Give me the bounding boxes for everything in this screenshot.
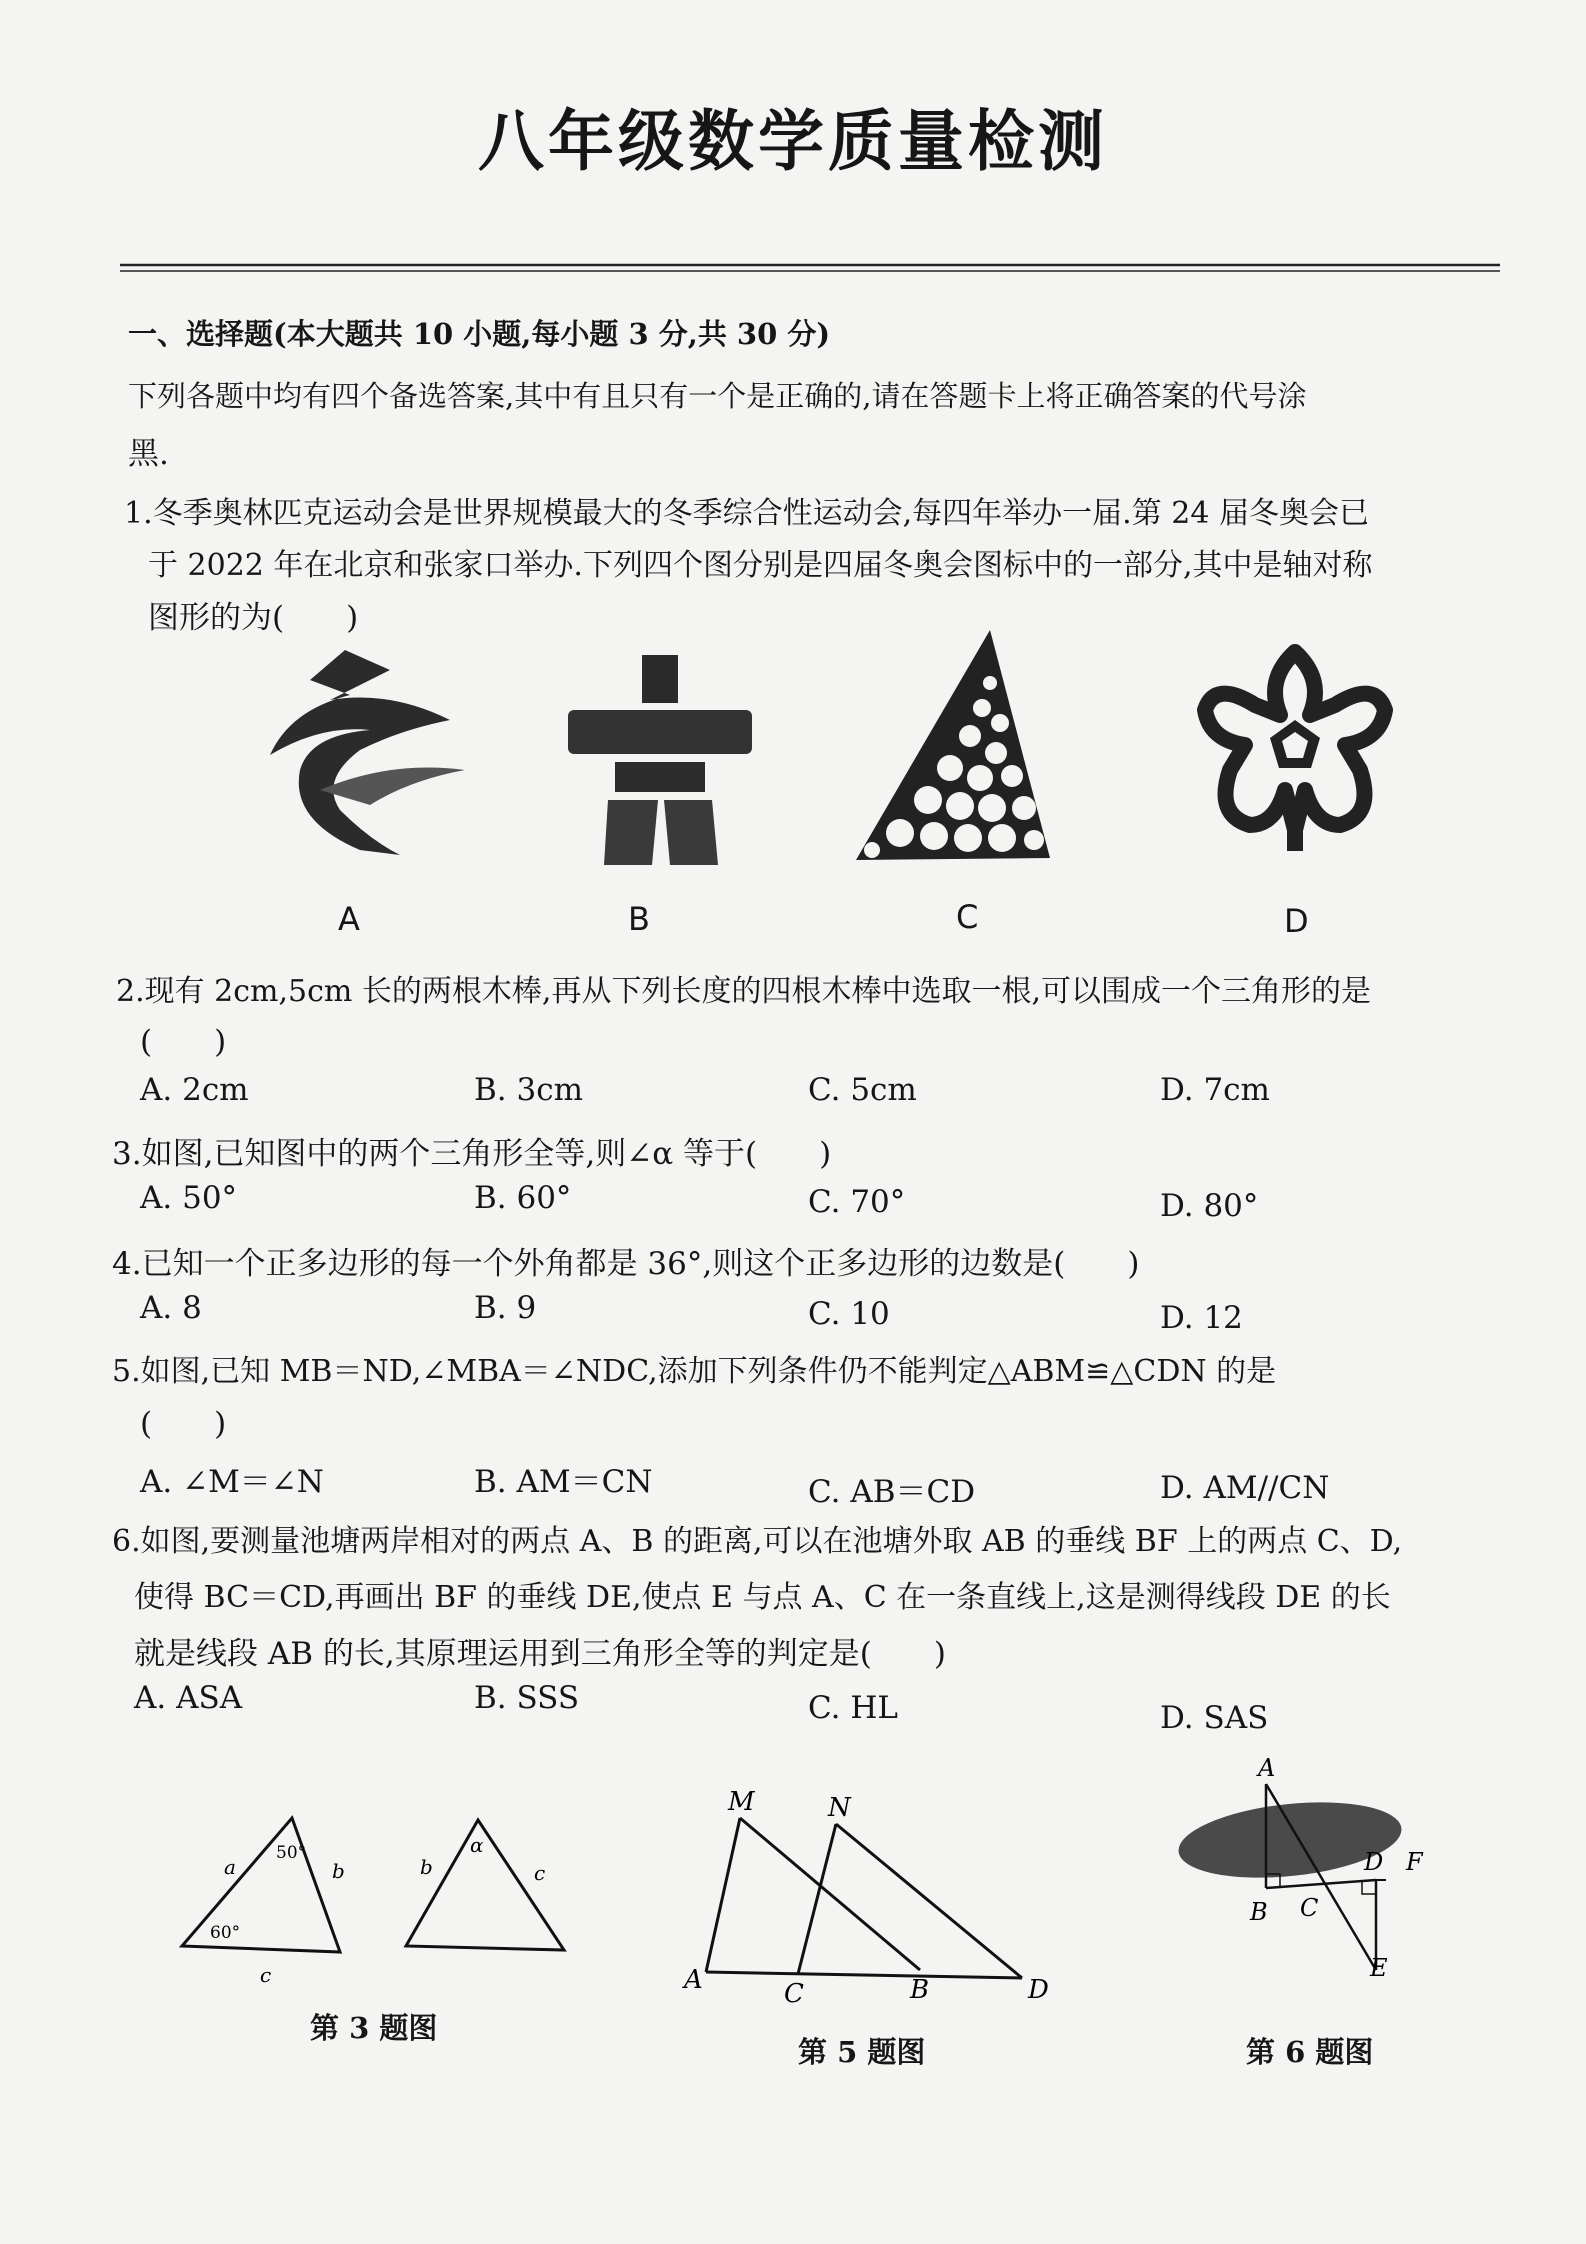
q1-option-label-b: B: [628, 900, 650, 938]
q1-text-line3: 图形的为( ): [148, 600, 359, 636]
q6-point-c: C: [1300, 1894, 1319, 1922]
q3-triangle-right: [406, 1820, 564, 1950]
q2-text-line2: ( ): [140, 1024, 227, 1060]
q4-option-b: B. 9: [474, 1290, 537, 1326]
q4-option-d: D. 12: [1160, 1300, 1243, 1336]
logo-c-figure: [850, 628, 1070, 868]
q2-option-c: C. 5cm: [808, 1072, 917, 1108]
section-instruction-line1: 下列各题中均有四个备选答案,其中有且只有一个是正确的,请在答题卡上将正确答案的代号涂: [128, 379, 1307, 413]
q3-tri1-angle-top: 50°: [276, 1843, 307, 1863]
q3-option-d: D. 80°: [1160, 1188, 1259, 1224]
q2-option-b: B. 3cm: [474, 1072, 583, 1108]
page-title: 八年级数学质量检测: [478, 102, 1108, 180]
q2-text-line1: 2.现有 2cm,5cm 长的两根木棒,再从下列长度的四根木棒中选取一根,可以围成一个三角形的是: [116, 974, 1371, 1009]
logo-a-figure: [250, 640, 480, 870]
q6-point-e: E: [1370, 1954, 1388, 1982]
q2-option-d: D. 7cm: [1160, 1072, 1270, 1108]
q5-point-m: M: [728, 1787, 755, 1817]
q6-point-a: A: [1258, 1754, 1276, 1782]
q3-tri1-label-b: b: [332, 1859, 345, 1883]
figure-q5: [660, 1780, 1080, 2010]
q4-option-a: A. 8: [140, 1290, 202, 1326]
logo-d-figure: [1195, 640, 1395, 855]
q6-option-a: A. ASA: [134, 1680, 243, 1716]
q5-point-a: A: [684, 1965, 703, 1995]
q3-option-a: A. 50°: [140, 1180, 238, 1216]
q1-option-label-c: C: [956, 898, 979, 936]
q3-text-line1: 3.如图,已知图中的两个三角形全等,则∠α 等于( ): [112, 1136, 832, 1172]
q6-point-d: D: [1364, 1848, 1384, 1876]
fig6-caption: 第 6 题图: [1246, 2035, 1374, 2069]
q1-option-label-a: A: [338, 900, 360, 938]
q5-point-d: D: [1028, 1975, 1049, 2005]
q4-option-c: C. 10: [808, 1296, 890, 1332]
section-instruction-line2: 黑.: [128, 436, 169, 472]
q5-point-b: B: [910, 1975, 930, 2005]
q6-text-line2: 使得 BC＝CD,再画出 BF 的垂线 DE,使点 E 与点 A、C 在一条直线上,这是测得线段 DE 的长: [134, 1580, 1391, 1615]
q6-text-line3: 就是线段 AB 的长,其原理运用到三角形全等的判定是( ): [134, 1636, 946, 1672]
q3-triangle-left: [182, 1818, 340, 1952]
title-divider: [120, 262, 1500, 274]
q1-text-line1: 1.冬季奥林匹克运动会是世界规模最大的冬季综合性运动会,每四年举办一届.第 24 届冬奥会已: [124, 496, 1369, 531]
q5-option-c: C. AB＝CD: [808, 1474, 976, 1510]
q5-point-n: N: [828, 1793, 851, 1823]
q5-option-a: A. ∠M＝∠N: [140, 1464, 324, 1500]
q3-tri2-alpha: α: [470, 1833, 484, 1857]
q5-option-d: D. AM//CN: [1160, 1470, 1330, 1506]
q3-tri1-label-c: c: [260, 1963, 272, 1987]
q3-tri1-label-a: a: [224, 1855, 236, 1879]
q5-option-b: B. AM＝CN: [474, 1464, 653, 1500]
q6-option-d: D. SAS: [1160, 1700, 1269, 1736]
q6-point-f: F: [1406, 1848, 1423, 1876]
q6-point-b: B: [1250, 1898, 1268, 1926]
figure-q6: [1150, 1740, 1450, 2000]
q6-option-b: B. SSS: [474, 1680, 580, 1716]
q5-point-c: C: [784, 1979, 804, 2009]
q5-text-line1: 5.如图,已知 MB＝ND,∠MBA＝∠NDC,添加下列条件仍不能判定△ABM≌△CDN 的是: [112, 1354, 1277, 1389]
q3-option-b: B. 60°: [474, 1180, 572, 1216]
q4-text-line1: 4.已知一个正多边形的每一个外角都是 36°,则这个正多边形的边数是( ): [112, 1246, 1140, 1282]
q1-option-label-d: D: [1284, 902, 1309, 940]
section-heading: 一、选择题(本大题共 10 小题,每小题 3 分,共 30 分): [128, 317, 831, 351]
fig5-caption: 第 5 题图: [798, 2035, 926, 2069]
q3-tri1-angle-left: 60°: [210, 1923, 241, 1943]
q3-tri2-label-b: b: [420, 1855, 433, 1879]
q3-option-c: C. 70°: [808, 1184, 906, 1220]
figure-q3: [160, 1800, 600, 1987]
fig3-caption: 第 3 题图: [310, 2011, 438, 2045]
q6-option-c: C. HL: [808, 1690, 898, 1726]
q5-text-line2: ( ): [140, 1406, 227, 1442]
q2-option-a: A. 2cm: [140, 1072, 249, 1108]
q3-tri2-label-c: c: [534, 1861, 546, 1885]
q6-text-line1: 6.如图,要测量池塘两岸相对的两点 A、B 的距离,可以在池塘外取 AB 的垂线 BF 上的两点 C、D,: [112, 1524, 1403, 1559]
logo-b-figure: [560, 650, 760, 870]
q1-text-line2: 于 2022 年在北京和张家口举办.下列四个图分别是四届冬奥会图标中的一部分,其中是轴对称: [148, 548, 1373, 583]
